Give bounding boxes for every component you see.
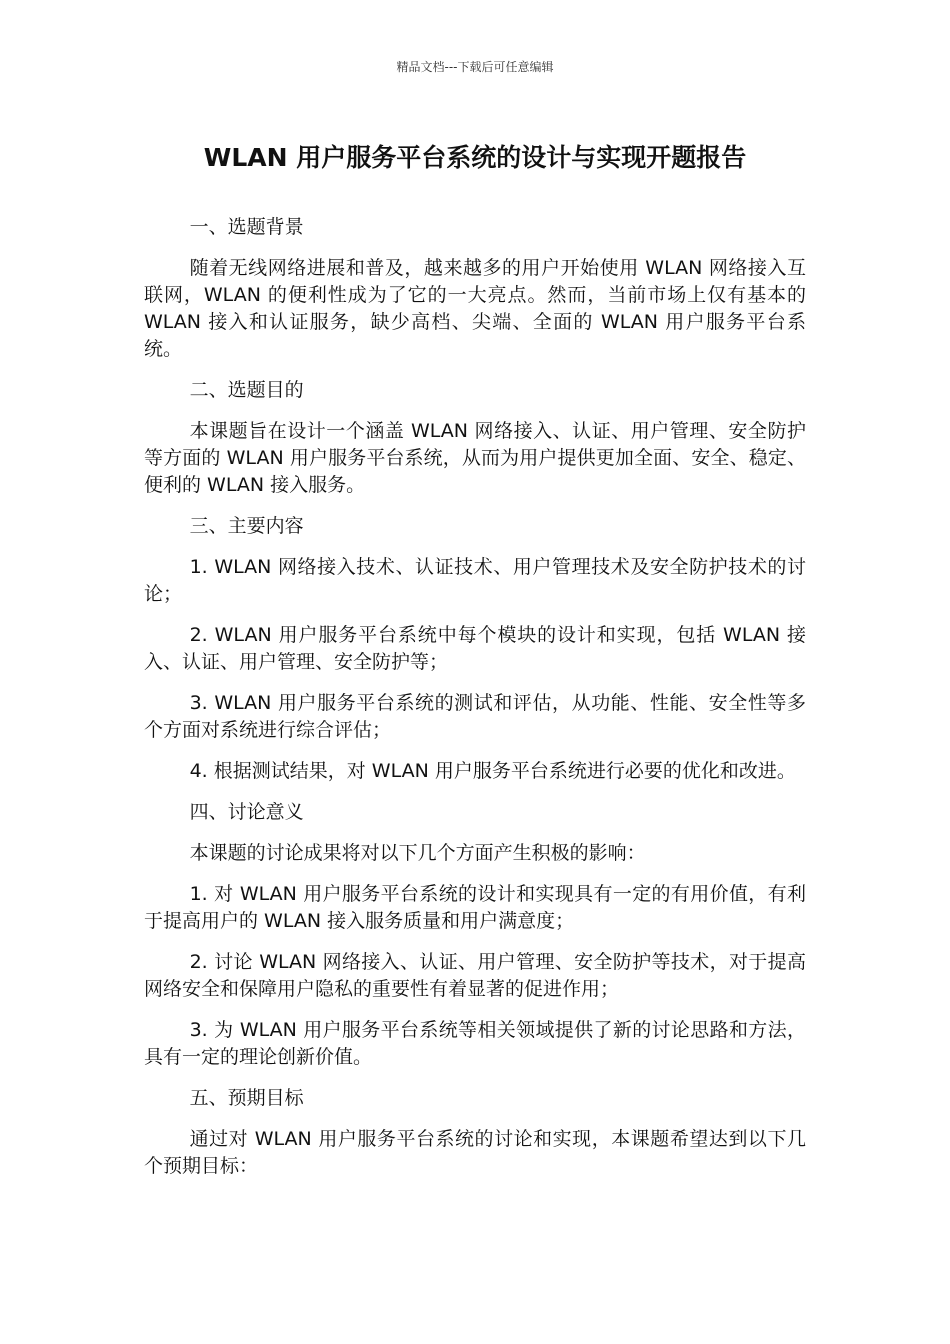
section-heading-goals: 五、预期目标: [189, 1087, 304, 1109]
list-item-content-2: 2. WLAN 用户服务平台系统中每个模块的设计和实现，包括 WLAN 接入、认证、用户管理、安全防护等；: [144, 624, 806, 673]
paragraph-goals: 通过对 WLAN 用户服务平台系统的讨论和实现，本课题希望达到以下几个预期目标：: [144, 1128, 806, 1177]
list-item-significance-1: 1. 对 WLAN 用户服务平台系统的设计和实现具有一定的有用价值，有利于提高用户的 WLAN 接入服务质量和用户满意度；: [144, 883, 806, 932]
section-heading-content: 三、主要内容: [189, 515, 304, 537]
section-heading-purpose: 二、选题目的: [189, 379, 304, 401]
list-item-content-3: 3. WLAN 用户服务平台系统的测试和评估，从功能、性能、安全性等多个方面对系统进行综合评估；: [144, 692, 806, 741]
header-note: 精品文档---下载后可任意编辑: [396, 60, 554, 74]
list-item-content-1: 1. WLAN 网络接入技术、认证技术、用户管理技术及安全防护技术的讨论；: [144, 556, 806, 605]
list-item-content-4: 4. 根据测试结果，对 WLAN 用户服务平台系统进行必要的优化和改进。: [189, 760, 796, 782]
paragraph-background: 随着无线网络进展和普及，越来越多的用户开始使用 WLAN 网络接入互联网，WLAN 的便利性成为了它的一大亮点。然而，当前市场上仅有基本的 WLAN 接入和认证服务，缺少高档、尖端、全面的 WLAN 用户服务平台系统。: [144, 257, 806, 360]
paragraph-purpose: 本课题旨在设计一个涵盖 WLAN 网络接入、认证、用户管理、安全防护等方面的 WLAN 用户服务平台系统，从而为用户提供更加全面、安全、稳定、便利的 WLAN 接入服务。: [144, 420, 806, 496]
list-item-significance-3: 3. 为 WLAN 用户服务平台系统等相关领域提供了新的讨论思路和方法，具有一定的理论创新价值。: [144, 1019, 806, 1068]
document-title: WLAN 用户服务平台系统的设计与实现开题报告: [203, 143, 747, 172]
document-body: [144, 214, 806, 1194]
list-item-significance-2: 2. 讨论 WLAN 网络接入、认证、用户管理、安全防护等技术，对于提高网络安全和保障用户隐私的重要性有着显著的促进作用；: [144, 951, 806, 1000]
section-heading-significance: 四、讨论意义: [189, 801, 304, 823]
section-heading-background: 一、选题背景: [189, 216, 304, 238]
paragraph-significance-intro: 本课题的讨论成果将对以下几个方面产生积极的影响：: [189, 842, 646, 864]
